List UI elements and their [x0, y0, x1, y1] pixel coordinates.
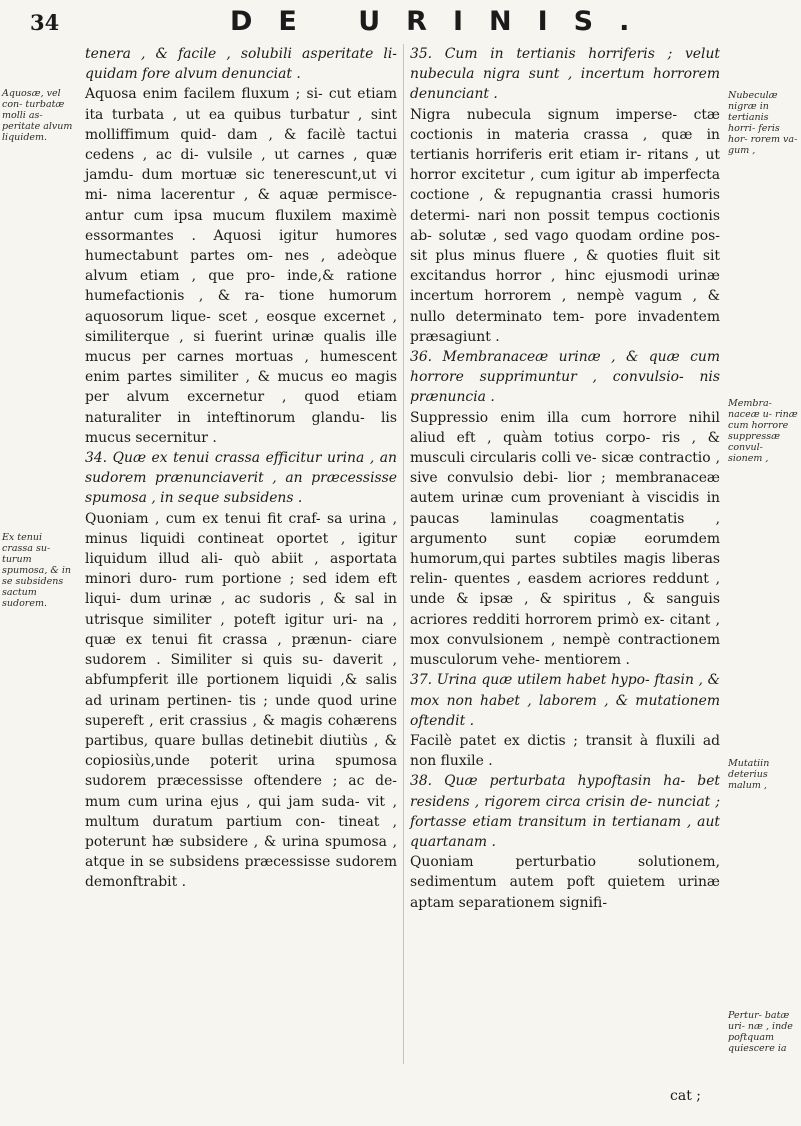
running-title: DE URINIS. — [230, 6, 656, 37]
page-number: 34 — [30, 10, 60, 35]
paragraph: 35. Cum in tertianis horriferis ; velut nubecula nigra sunt , incertum horrorem denunciant . — [410, 46, 720, 103]
paragraph: Quoniam , cum ex tenui fit craf- sa urina , minus liquidi contineat oportet , igitur liquidum illud ali- quò abiit , asportata minori duro- rum portione ; sed idem eft liqui- dum urinæ , ac sudoris , & sal in utrisque similiter , poteft igitur uri- na , quæ ex tenui fit crassa , prænun- ciare sudorem . Similiter si quis su- daverit , abfumpferit ille portionem liquidi ,& salis ad urinam pertinen- tis ; unde quod urine supereft , erit crassius , & magis cohærens partibus, quare bullas detinebit diutiùs , & copiosiùs,unde poterit urina spumosa sudorem præcessisse oftendere ; ac de- mum cum urina ejus , qui jam suda- vit , multum duratum partium con- tineat , poterunt hæ subsidere , & urina spumosa , atque in se subsidens præcessisse sudorem demonftrabit . — [85, 510, 397, 891]
paragraph: 38. Quæ perturbata hypoftasin ha- bet residens , rigorem circa crisin de- nunciat ; fortasse etiam transitum in tertianam , aut quartanam . — [410, 773, 720, 850]
catchword: cat ; — [670, 1088, 701, 1104]
margin-note-right-4: Pertur- batæ uri- næ , inde poftquam quiescere ia — [728, 1010, 793, 1054]
paragraph: Nigra nubecula signum imperse- ctæ coctionis in materia crassa , quæ in tertianis horriferis erit etiam ir- ritans , ut horror excitetur , cum igitur ab imperfecta coctione , & repugnantia crassi humoris determi- nari non possit tempus coctionis ab- solutæ , sed vago quodam ordine pos- sit plus minus fluere , & quoties fluit sit excitandus horror , hinc ejusmodi urinæ incertum horrorem , nempè vagum , & nullo determinato tem- pore invadentem præsagiunt . — [410, 106, 720, 345]
margin-note-left-1: Aquosæ, vel con- turbatæ molli as- peritate alvum liquidem. — [2, 88, 73, 143]
column-divider — [403, 44, 404, 1064]
margin-note-right-3: Mutatiin deterius malum , — [728, 758, 770, 791]
page-header — [0, 6, 801, 40]
paragraph: 34. Quæ ex tenui crassa efficitur urina , an sudorem prænunciaverit , an præcessisse spumosa , in seque subsidens . — [85, 450, 397, 507]
margin-note-right-1: Nubeculæ nigræ in tertianis horri- feris hor- rorem va- gum , — [728, 90, 798, 156]
margin-note-right-2: Membra- naceæ u- rinæ cum horrore suppressæ convul- sionem , — [728, 398, 798, 464]
paragraph: tenera , & facile , solubili asperitate li- quidam fore alvum denunciat . — [85, 46, 397, 83]
paragraph: Quoniam perturbatio solutionem, sedimentum autem poft quietem urinæ aptam separationem signifi- — [410, 854, 720, 911]
paragraph: Suppressio enim illa cum horrore nihil aliud eft , quàm totius corpo- ris , & musculi circularis colli ve- sicæ contractio , sive convulsio debi- lior ; membranaceæ autem urinæ cum proveniant à viscidis in paucas laminulas coagmentatis , argumento sunt copiæ eorumdem humorum,qui partes subtiles magis liberas relin- quentes , easdem acriores reddunt , unde & ipsæ , & spiritus , & sanguis acriores redditi horrorem primò ex- citant , mox convulsionem , nempè contractionem musculorum vehe- mentiorem . — [410, 409, 720, 669]
left-column — [85, 44, 397, 893]
paragraph: Facilè patet ex dictis ; transit à fluxili ad non fluxile . — [410, 732, 720, 770]
margin-note-left-2: Ex tenui crassa su- turum spumosa, & in se subsidens sactum sudorem. — [2, 532, 72, 609]
right-column — [410, 44, 720, 913]
paragraph: Aquosa enim facilem fluxum ; si- cut etiam ita turbata , ut ea quibus turbatur , sint molliffimum quid- dam , & facilè tactui cedens , ac di- vulsile , ut carnes , quæ jamdu- dum mortuæ sic tenerescunt,ut vi mi- nima lacerentur , & aquæ permisce- antur cum ipsa mucum fluxilem maximè essormantes . Aquosi igitur humores humectabunt partes om- nes , adeòque alvum etiam , que pro- inde,& ratione humefactionis , & ra- tione humorum aquosorum lique- scet , eosque excernet , similiterque , si fuerint urinæ qualis ille mucus per carnes mortuas , humescent enim partes similiter , & mucus eo magis per alvum excernetur , quod etiam naturaliter in inteftinorum glandu- lis mucus secernitur . — [85, 86, 397, 446]
paragraph: 37. Urina quæ utilem habet hypo- ftasin , & mox non habet , laborem , & mutationem oftendit . — [410, 672, 720, 729]
paragraph: 36. Membranaceæ urinæ , & quæ cum horrore supprimuntur , convulsio- nis prænuncia . — [410, 349, 720, 406]
